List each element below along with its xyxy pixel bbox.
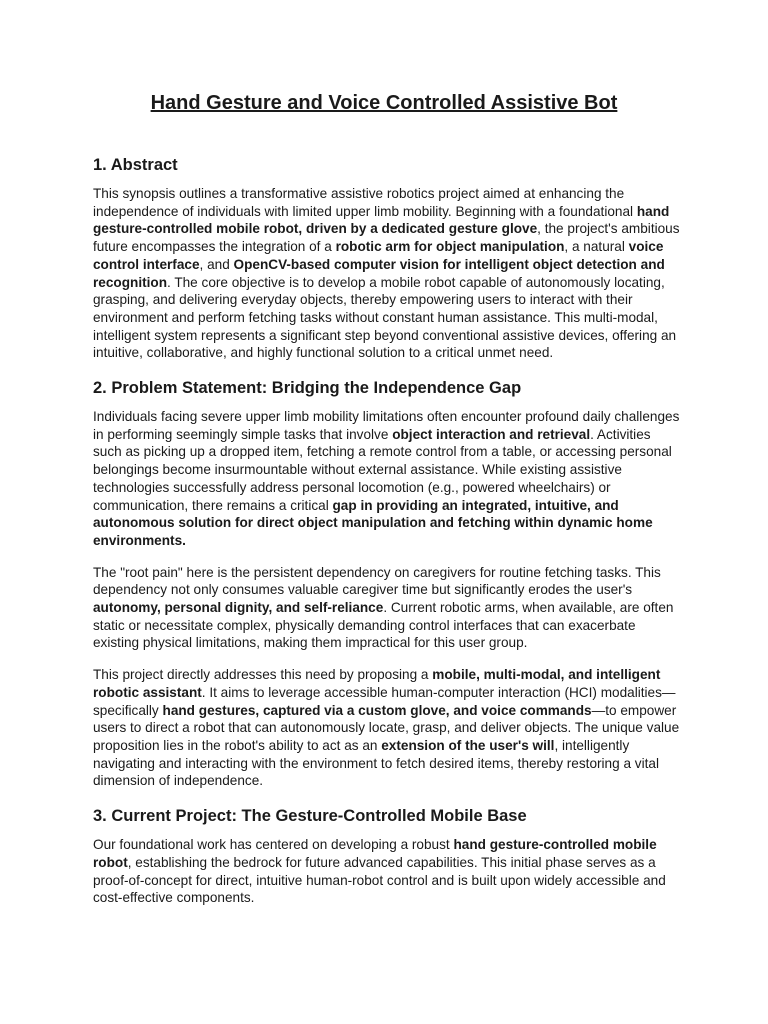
paragraph — [93, 666, 683, 790]
text-run: , intelligently navigating and interacting with the environment to fetch desired items, thereby restoring a vital dimension of independence. — [93, 737, 659, 789]
bold-text-run: hand gestures, captured via a custom glove, and voice commands — [162, 702, 592, 718]
paragraph — [93, 836, 683, 907]
section-heading: 1. Abstract — [93, 156, 178, 174]
text-run: . Activities such as picking up a dropped item, fetching a remote control from a table, or accessing personal belongings become insurmountable without external assistance. While existing assistive technologies successfully address personal locomotion (e.g., powered wheelchairs) or communication, there remains a critical — [93, 426, 672, 513]
text-run: . It aims to leverage accessible human-computer interaction (HCI) modalities—specifically — [93, 684, 676, 718]
bold-text-run: object interaction and retrieval — [392, 426, 591, 442]
bold-text-run: OpenCV-based computer vision for intelligent object detection and recognition — [93, 256, 665, 290]
text-run: Individuals facing severe upper limb mobility limitations often encounter profound daily challenges in performing seemingly simple tasks that involve — [93, 409, 680, 442]
text-run: Our foundational work has centered on developing a robust — [93, 837, 454, 853]
text-run: This synopsis outlines a transformative assistive robotics project aimed at enhancing the independence of individuals with limited upper limb mobility. Beginning with a foundational — [93, 186, 637, 219]
paragraph — [93, 408, 683, 550]
paragraph — [93, 564, 683, 653]
paragraph — [93, 185, 683, 362]
bold-text-run: voice control interface — [93, 239, 664, 272]
text-run: , and — [199, 256, 234, 272]
text-run: . The core objective is to develop a mobile robot capable of autonomously locating, grasping, and delivering everyday objects, thereby empowering users to interact with their environment and perform fetching tasks without constant human assistance. This multi-modal, intelligent system represents a significant step beyond conventional assistive devices, offering an intuitive, collaborative, and highly functional solution to a critical unmet need. — [93, 274, 677, 361]
bold-text-run: hand gesture-controlled mobile robot — [93, 837, 657, 870]
section-abstract — [93, 153, 683, 362]
section-current-project — [93, 804, 683, 907]
text-run: —to empower users to direct a robot that can autonomously locate, grasp, and deliver objects. The unique value proposition lies in the robot's ability to act as an — [93, 702, 680, 753]
section-heading: 2. Problem Statement: Bridging the Independence Gap — [93, 379, 522, 398]
bold-text-run: mobile, multi-modal, and intelligent robotic assistant — [93, 667, 661, 700]
bold-text-run: robotic arm for object manipulation — [335, 239, 565, 255]
bold-text-run: autonomy, personal dignity, and self-reliance — [93, 600, 384, 616]
text-run: The "root pain" here is the persistent dependency on caregivers for routine fetching tasks. This dependency not only consumes valuable caregiver time but significantly erodes the user's — [93, 564, 661, 598]
bold-text-run: hand gesture-controlled mobile robot, driven by a dedicated gesture glove — [93, 203, 670, 237]
bold-text-run: extension of the user's will — [381, 737, 555, 753]
section-heading: 3. Current Project: The Gesture-Controlled Mobile Base — [93, 807, 527, 826]
text-run: , establishing the bedrock for future advanced capabilities. This initial phase serves as a proof-of-concept for direct, intuitive human-robot control and is built upon widely accessible and cost-effective components. — [93, 854, 666, 906]
bold-text-run: gap in providing an integrated, intuitive, and autonomous solution for direct object manipulation and fetching within dynamic home environments. — [93, 497, 653, 548]
text-run: , a natural — [564, 239, 629, 255]
text-run: . Current robotic arms, when available, are often static or necessitate complex, physically demanding control interfaces that can exacerbate existing physical limitations, making them impractical for this user group. — [93, 600, 674, 651]
document-body — [93, 153, 683, 921]
section-problem-statement — [93, 376, 683, 790]
text-run: This project directly addresses this need by proposing a — [93, 667, 433, 683]
text-run: , the project's ambitious future encompasses the integration of a — [93, 221, 680, 255]
document-title: Hand Gesture and Voice Controlled Assistive Bot — [150, 92, 618, 114]
